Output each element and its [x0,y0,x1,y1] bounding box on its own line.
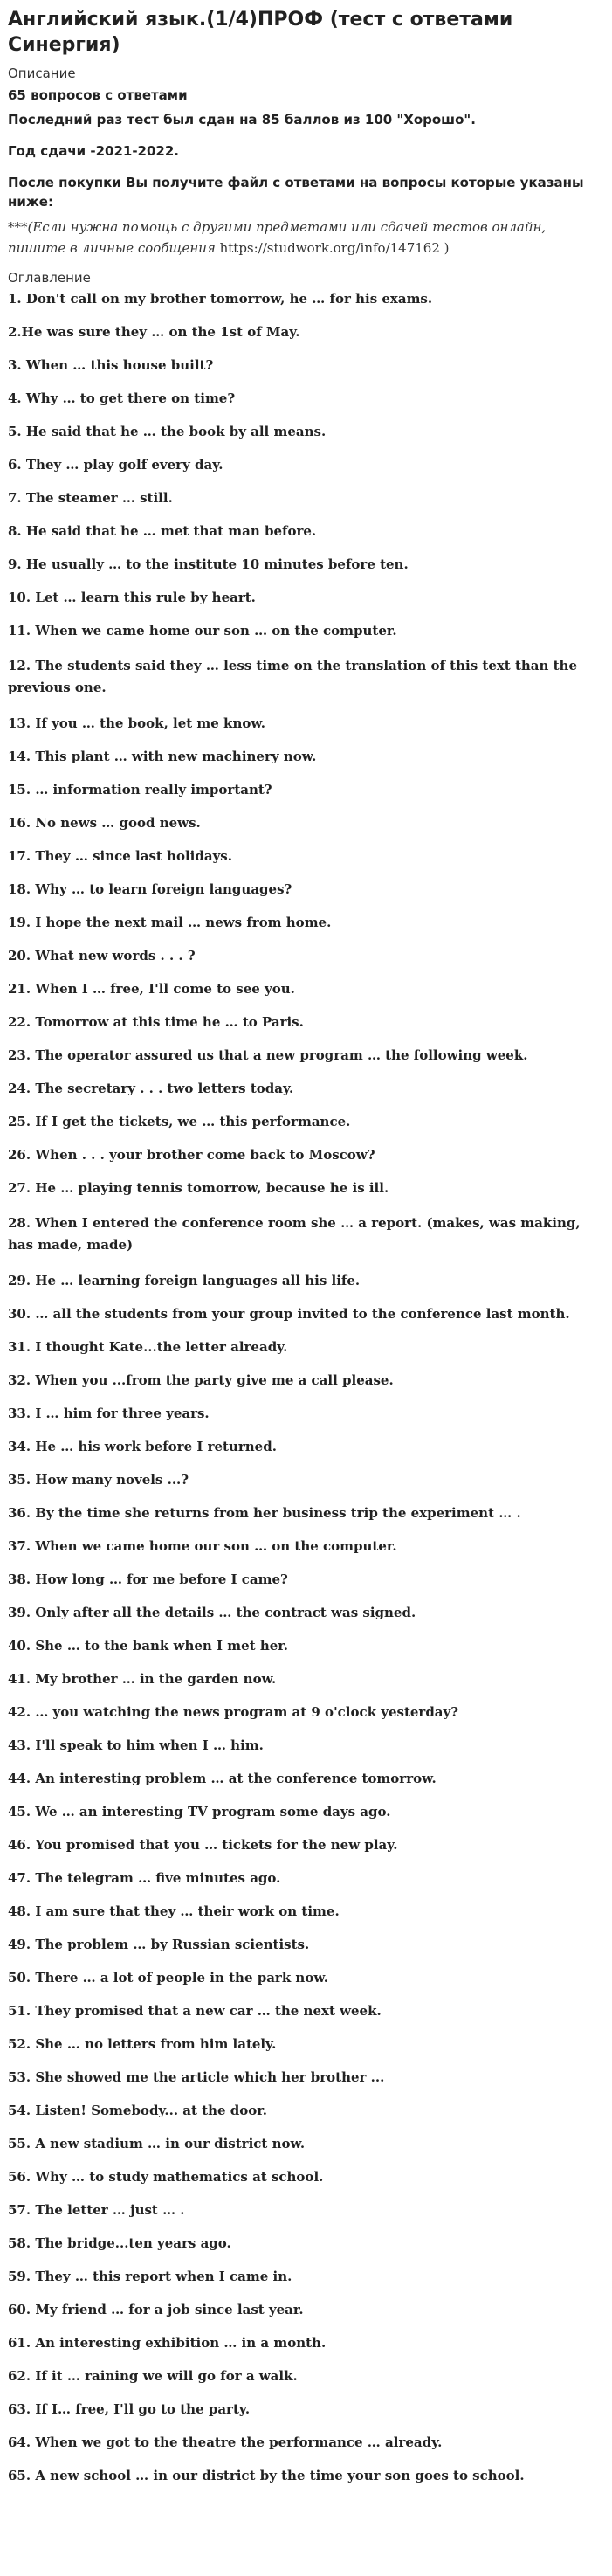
question-item: 52. She … no letters from him lately. [8,2036,277,2052]
question-item: 22. Tomorrow at this time he … to Paris. [8,1014,304,1030]
question-item: 46. You promised that you … tickets for the new play. [8,1837,398,1853]
question-item: 23. The operator assured us that a new program … the following week. [8,1047,528,1063]
question-item: 9. He usually … to the institute 10 minutes before ten. [8,556,409,572]
question-item: 34. He … his work before I returned. [8,1439,277,1454]
question-item: 45. We … an interesting TV program some days ago. [8,1804,391,1820]
question-item: 64. When we got to the theatre the performance … already. [8,2434,443,2450]
question-list [8,290,602,2484]
question-item: 20. What new words . . . ? [8,948,196,963]
question-item: 39. Only after all the details … the contract was signed. [8,1605,416,1620]
question-item: 49. The problem … by Russian scientists. [8,1937,310,1952]
question-item: 1. Don't call on my brother tomorrow, he … for his exams. [8,291,433,307]
question-count: 65 вопросов с ответами [8,87,188,103]
question-item: 12. The students said they … less time on the translation of this text than the previous one. [8,658,578,695]
last-passed-text: Последний раз тест был сдан на 85 баллов из 100 "Хорошо". [8,112,476,128]
question-item: 28. When I entered the conference room she … a report. (makes, was making, has made, made) [8,1215,581,1253]
question-item: 31. I thought Kate...the letter already. [8,1339,288,1355]
question-item: 62. If it … raining we will go for a walk. [8,2368,298,2384]
question-item: 19. I hope the next mail … news from home. [8,915,332,930]
question-item: 13. If you … the book, let me know. [8,715,265,731]
question-item: 44. An interesting problem … at the conference tomorrow. [8,1771,437,1786]
question-item: 17. They … since last holidays. [8,848,232,864]
question-item: 14. This plant … with new machinery now. [8,749,317,764]
after-purchase-text: После покупки Вы получите файл с ответами на вопросы которые указаны ниже: [8,175,584,210]
question-item: 63. If I… free, I'll go to the party. [8,2401,251,2417]
page-title: Английский язык.(1/4)ПРОФ (тест с ответами Синергия) [8,9,513,56]
question-item: 51. They promised that a new car … the next week. [8,2003,382,2019]
question-item: 30. … all the students from your group invited to the conference last month. [8,1306,570,1322]
question-item: 16. No news … good news. [8,815,201,831]
question-item: 36. By the time she returns from her business trip the experiment … . [8,1505,521,1521]
question-item: 7. The steamer … still. [8,490,173,506]
year-text: Год сдачи -2021-2022. [8,143,180,159]
contact-note [8,217,602,259]
question-item: 56. Why … to study mathematics at school. [8,2169,324,2185]
question-item: 6. They … play golf every day. [8,457,223,473]
question-item: 61. An interesting exhibition … in a month. [8,2335,327,2351]
question-item: 25. If I get the tickets, we … this performance. [8,1114,351,1129]
question-item: 21. When I … free, I'll come to see you. [8,981,295,997]
question-item: 58. The bridge...ten years ago. [8,2235,231,2251]
question-item: 41. My brother … in the garden now. [8,1671,277,1687]
contact-note-italic: ***(Если нужна помощь с другими предметами или сдачей тестов онлайн, пишите в личные сообщения [8,219,547,256]
question-item: 47. The telegram … five minutes ago. [8,1870,281,1886]
toc-label: Оглавление [8,270,91,286]
question-item: 55. A new stadium … in our district now. [8,2136,306,2151]
question-item: 27. He … playing tennis tomorrow, because he is ill. [8,1180,389,1196]
question-item: 48. I am sure that they … their work on time. [8,1903,340,1919]
question-item: 40. She … to the bank when I met her. [8,1638,289,1654]
question-item: 11. When we came home our son … on the computer. [8,623,397,639]
question-item: 35. How many novels ...? [8,1472,189,1488]
contact-link[interactable]: https://studwork.org/info/147162 ) [219,240,450,256]
description-label: Описание [8,66,76,81]
question-item: 43. I'll speak to him when I … him. [8,1737,264,1753]
question-item: 57. The letter … just … . [8,2202,185,2218]
question-item: 18. Why … to learn foreign languages? [8,881,292,897]
question-item: 53. She showed me the article which her brother ... [8,2069,385,2085]
question-item: 50. There … a lot of people in the park now. [8,1970,328,1986]
question-item: 42. … you watching the news program at 9 o'clock yesterday? [8,1704,459,1720]
question-item: 3. When … this house built? [8,357,214,373]
question-item: 29. He … learning foreign languages all his life. [8,1273,361,1288]
question-item: 38. How long … for me before I came? [8,1571,288,1587]
question-item: 33. I … him for three years. [8,1405,210,1421]
question-item: 32. When you ...from the party give me a call please. [8,1372,394,1388]
question-item: 59. They … this report when I came in. [8,2269,292,2284]
question-item: 15. … information really important? [8,782,272,798]
question-item: 5. He said that he … the book by all means. [8,424,327,439]
question-item: 8. He said that he … met that man before. [8,523,317,539]
question-item: 37. When we came home our son … on the computer. [8,1538,397,1554]
question-item: 10. Let … learn this rule by heart. [8,590,256,605]
question-item: 60. My friend … for a job since last year. [8,2302,304,2317]
question-item: 4. Why … to get there on time? [8,390,236,406]
question-item: 24. The secretary . . . two letters today. [8,1081,294,1096]
question-item: 54. Listen! Somebody... at the door. [8,2103,268,2118]
question-item: 2.He was sure they … on the 1st of May. [8,324,300,340]
question-item: 65. A new school … in our district by the time your son goes to school. [8,2468,525,2483]
question-item: 26. When . . . your brother come back to Moscow? [8,1147,375,1163]
